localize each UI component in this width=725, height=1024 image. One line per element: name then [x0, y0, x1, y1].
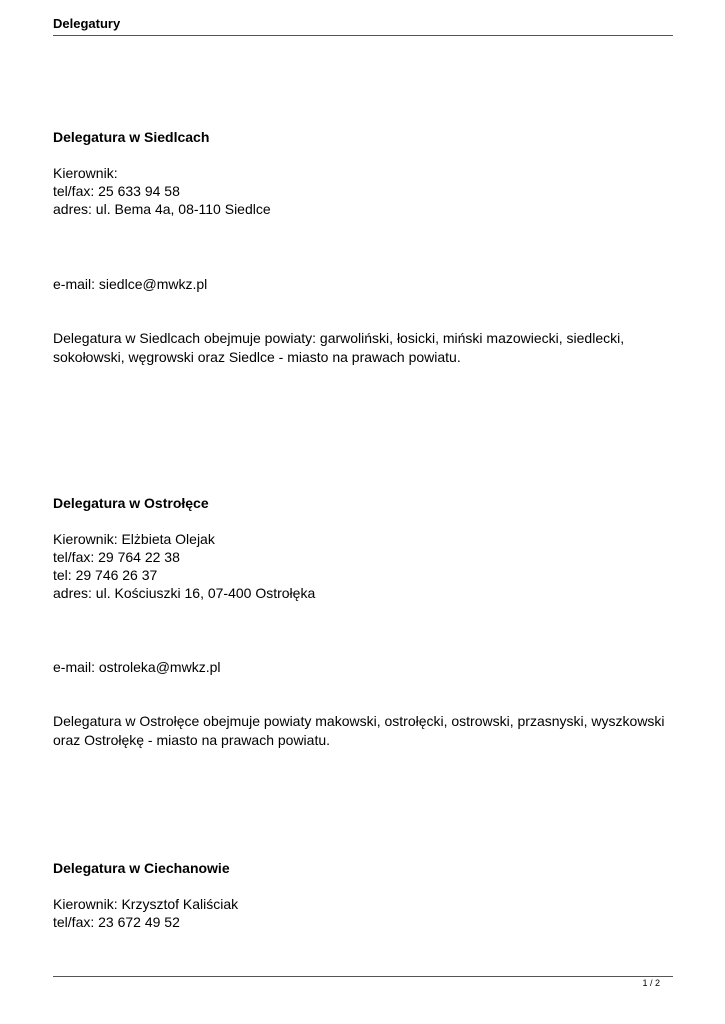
page-header-title: Delegatury [53, 16, 121, 31]
page-number: 1 / 2 [642, 978, 660, 988]
header-divider [53, 35, 673, 36]
section-title: Delegatura w Ciechanowie [53, 860, 230, 876]
email-ostroleka[interactable] [53, 658, 673, 676]
phone-fax-line: tel/fax: 25 633 94 58 [53, 183, 180, 199]
section-title: Delegatura w Siedlcach [53, 129, 210, 145]
description-ostroleka: Delegatura w Ostrołęce obejmuje powiaty makowski, ostrołęcki, ostrowski, przasnyski, wyszkowski oraz Ostrołękę - miasto na prawach powiatu. [53, 713, 665, 748]
manager-line: Kierownik: Krzysztof Kaliściak [53, 896, 239, 912]
manager-line: Kierownik: Elżbieta Olejak [53, 531, 215, 547]
footer-divider [53, 976, 673, 977]
section-ciechanow [53, 859, 673, 931]
email-link[interactable]: e-mail: ostroleka@mwkz.pl [53, 659, 221, 675]
description-siedlce: Delegatura w Siedlcach obejmuje powiaty: garwoliński, łosicki, miński mazowiecki, siedlecki, sokołowski, węgrowski oraz Siedlce - miasto na prawach powiatu. [53, 330, 625, 365]
address-line: adres: ul. Bema 4a, 08-110 Siedlce [53, 201, 271, 217]
section-siedlce [53, 128, 673, 218]
email-link[interactable]: e-mail: siedlce@mwkz.pl [53, 276, 208, 292]
address-line: adres: ul. Kościuszki 16, 07-400 Ostrołęka [53, 585, 316, 601]
manager-line: Kierownik: [53, 165, 118, 181]
section-title: Delegatura w Ostrołęce [53, 495, 209, 511]
section-ostroleka [53, 494, 673, 602]
phone-fax-line: tel/fax: 23 672 49 52 [53, 914, 180, 930]
email-siedlce[interactable] [53, 275, 673, 293]
phone-line: tel: 29 746 26 37 [53, 567, 158, 583]
phone-fax-line: tel/fax: 29 764 22 38 [53, 549, 180, 565]
